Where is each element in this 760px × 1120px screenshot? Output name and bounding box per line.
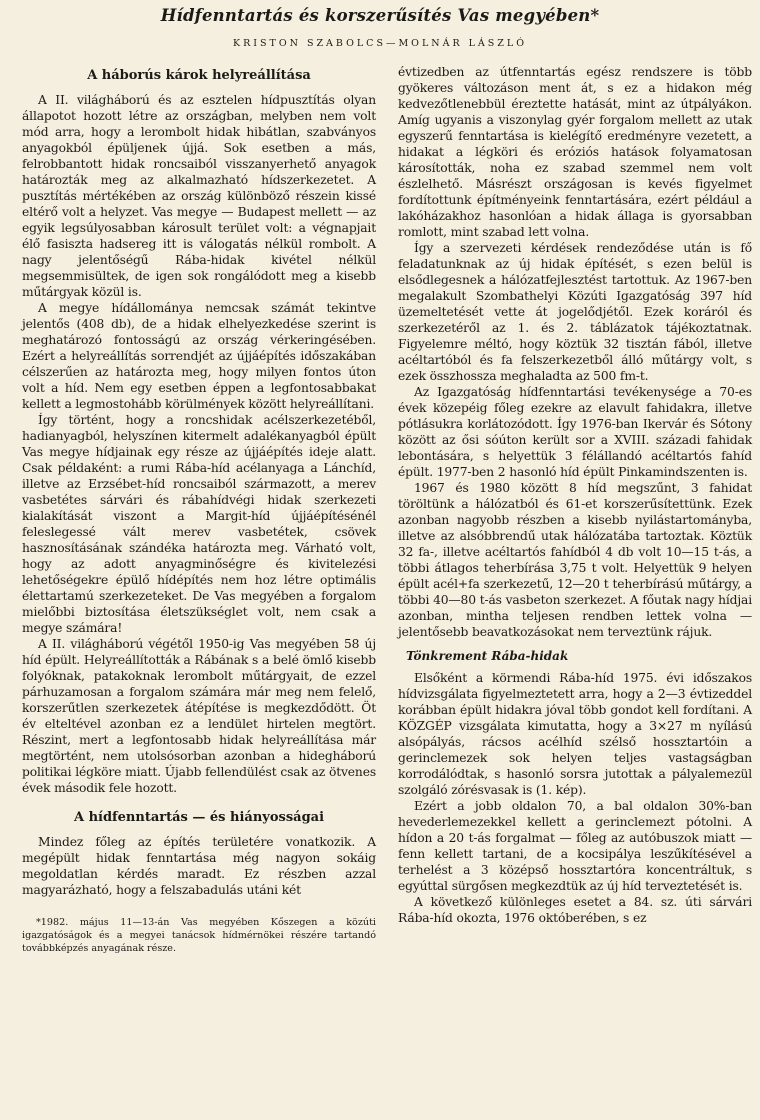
paragraph: Ezért a jobb oldalon 70, a bal oldalon 30%-ban hevederlemezekkel kellett a gerinclemezt pótolni. A hídon a 20 t-ás forgalmat — főleg az autóbuszok miatt — fenn kellett tartani, de a kocsipálya leszűkítésével a terhelést a 3 középső hossztartóra koncentráltuk, s egyúttal sürgősen megkezdtük az új híd terveztetését is. [398, 799, 752, 893]
paragraph: A következő különleges esetet a 84. sz. úti sárvári Rába-híd okozta, 1976 októberében, s ez [398, 895, 752, 925]
footnote: *1982. május 11—13-án Vas megyében Kőszegen a közúti igazgatóságok és a megyei tanácsok hídmérnökei részére tartandó továbbképzés anyagának része. [22, 917, 376, 954]
article-authors: KRISTON SZABOLCS—MOLNÁR LÁSZLÓ [232, 38, 527, 49]
paragraph: A II. világháború végétől 1950-ig Vas megyében 58 új híd épült. Helyreállították a Rábának s a belé ömlő kisebb folyóknak, patakoknak lerombolt műtárgyait, de ezzel párhuzamosan a forgalom számára már meg nem felelő, korszerűtlen szerkezetek átépítése is megkezdődött. Öt év elteltével azonban ez a lendület hirtelen megtört. Részint, mert a legfontosabb hidak helyreállítása már megtörtént, nem utolsósorban azonban a hidegháború politikai légköre miatt. Újabb fellendülést csak az ötvenes évek második fele hozott. [22, 637, 376, 795]
paragraph: Elsőként a körmendi Rába-híd 1975. évi időszakos hídvizsgálata figyelmeztetett arra, hogy a 2—3 évtizeddel korábban épült hidakra jóval több gondot kell fordítani. A KÖZGÉP vizsgálata kimutatta, hogy a 3×27 m nyílású alsópályás, rácsos acélhíd szélső hossztartóin a gerinclemezek sok helyen teljes vastagságban korrodálódtak, s hasonló sorsra jutottak a pályalemezül szolgáló zórésvasak is (1. kép). [398, 671, 752, 797]
paragraph: Az Igazgatóság hídfenntartási tevékenysége a 70-es évek közepéig főleg ezekre az elavult fahidakra, illetve pótlásukra korlátozódott. Így 1976-ban Ikervár és Sótony között az ősi sóúton került sor a XVIII. századi fahidak lebontására, s helyettük 3 félállandó acéltartós fahíd épült. 1977-ben 2 hasonló híd épült Pinkamindszenten is. [398, 385, 752, 479]
paragraph: A II. világháború és az esztelen hídpusztítás olyan állapotot hozott létre az országban, melyben nem volt mód arra, hogy a lerombolt hidak hibátlan, szabványos anyagokból épüljenek újjá. Sok esetben a más, felrobbantott hidak roncsaiból visszanyerhető anyagok határozták meg az alkalmazható hídszerkezetet. A pusztítás mértékében az ország különböző részein kissé eltérő volt a helyzet. Vas megye — Budapest mellett — az egyik legsúlyosabban károsult terület volt: a végnapjait élő fasiszta hadsereg itt is válogatás nélkül rombolt. A nagy jelentőségű Rába-hidak kivétel nélkül megsemmisültek, de igen sok rongálódott meg a kisebb műtárgyak közül is. [22, 93, 376, 299]
paragraph: Így a szervezeti kérdések rendeződése után is fő feladatunknak az új hidak építését, s ezen belül is elsődlegesnek a hálózatfejlesztést tartottuk. Az 1967-ben megalakult Szombathelyi Közúti Igazgatóság 397 híd üzemeltetését vette át jogelődjétől. Ezek koráról és szerkezetéről az 1. és 2. táblázatok tájékoztatnak. Figyelemre méltó, hogy köztük 32 tisztán fából, illetve acéltartóból és fa felszerkezetből álló műtárgy volt, s ezek összhossza meghaladta az 500 fm-t. [398, 241, 752, 383]
paragraph: A megye hídállománya nemcsak számát tekintve jelentős (408 db), de a hidak elhelyezkedése szerint is meghatározó fontosságú az ország vérkeringésében. Ezért a helyreállítás sorrendjét az újjáépítés időszakában célszerűen az határozta meg, hogy milyen fontos úton volt a híd. Nem egy esetben éppen a legfontosabbakat kellett a legmostohább körülmények között helyreállítani. [22, 301, 376, 411]
paragraph: 1967 és 1980 között 8 híd megszűnt, 3 fahidat töröltünk a hálózatból és 61-et korszerűsítettünk. Ezek azonban nagyobb részben a kisebb nyilástartományba, illetve az alsóbbrendű utak hálózatába tartoztak. Köztük 32 fa-, illetve acéltartós fahídból 4 db volt 10—15 t-ás, a többi átlagos teherbírása 3,75 t volt. Helyettük 9 helyen épült acél+fa szerkezetű, 12—20 t teherbírású műtárgy, a többi 40—80 t-ás vasbeton szerkezet. A főutak nagy hídjai azonban, mintha teljesen rendben lettek volna — jelentősebb beavatkozásokat nem terveztünk rájuk. [398, 481, 752, 639]
subheading-raba-bridges: Tönkrement Rába-hidak [406, 649, 569, 663]
section-heading-maintenance: A hídfenntartás — és hiányosságai [73, 810, 325, 825]
article-title: Hídfenntartás és korszerűsítés Vas megyében* [160, 6, 600, 25]
paragraph: Így történt, hogy a roncshidak acélszerkezetéből, hadianyagból, helyszínen kitermelt adalékanyagból épült Vas megye hídjainak egy része az újjáépítés ideje alatt. Csak példaként: a rumi Rába-híd acélanyaga a Lánchíd, illetve az Erzsébet-híd roncsaiból származott, a merev vasbetétes sárvári és rábahídvégi hidak szerkezeti kialakítását viszont a Margit-híd újjáépítésénél feleslegessé vált merev vasbetétek, csövek hasznosításának szándéka határozta meg. Várható volt, hogy az adott anyagminőségre és kivitelezési lehetőségekre épülő hídépítés nem hoz létre optimális élettartamú szerkezeteket. De Vas megyében a forgalom mielőbbi biztosítása életszükséglet volt, nem csak a megye számára! [22, 413, 376, 635]
paragraph: évtizedben az útfenntartás egész rendszere is több gyökeres változáson ment át, s ez a hidakon még kedvezőtlenebbül éreztette hatását, mint az útpályákon. Amíg ugyanis a viszonylag gyér forgalom mellett az utak egyszerű fenntartása is kielégítő eredményre vezetett, a hidakat a légköri és eróziós hatások folyamatosan károsították, noha ez szabad szemmel nem volt észlelhető. Másrészt országosan is kevés figyelmet fordítottunk építményeink fenntartására, ezért például a lakóházakhoz hasonlóan a hidak állaga is gyorsabban romlott, mint szabad lett volna. [398, 65, 752, 239]
section-heading-war-damage: A háborús károk helyreállítása [87, 68, 311, 83]
right-column [398, 64, 752, 926]
paragraph: Mindez főleg az építés területére vonatkozik. A megépült hidak fenntartása még nagyon sokáig megoldatlan kérdés maradt. Ez részben azzal magyarázható, hogy a felszabadulás utáni két [22, 835, 376, 897]
left-column [22, 64, 376, 955]
